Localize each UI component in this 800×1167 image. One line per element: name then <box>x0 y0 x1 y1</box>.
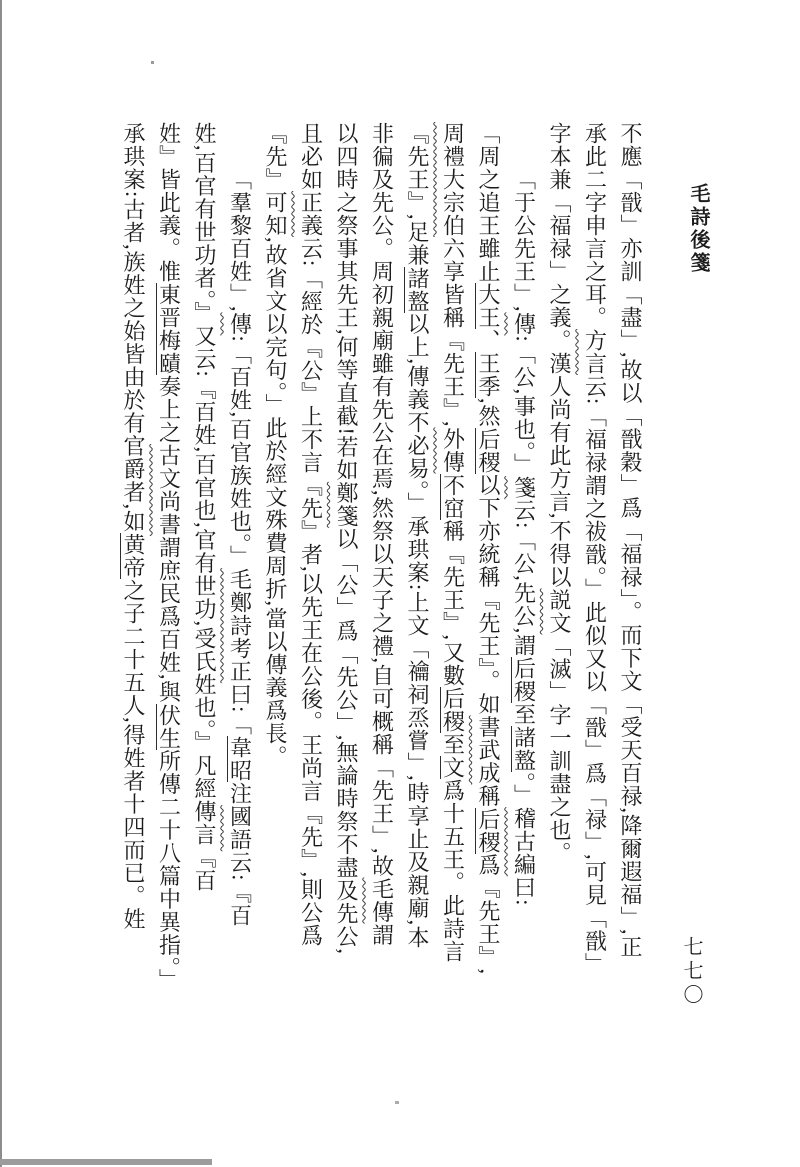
text-run: 注 <box>227 782 253 806</box>
proper-name-emphasis: 大王 <box>476 283 501 329</box>
text-run: ,然 <box>476 398 501 428</box>
text-run: 『先』可知,故省文以完句。」此於經文殊費周折,當以傳義爲長。 <box>263 122 288 768</box>
text-run: 且必如 <box>298 122 324 191</box>
proper-name-emphasis: 后稷 <box>476 807 501 854</box>
book-title-emphasis: 稽古編 <box>511 807 537 877</box>
text-column-14 <box>151 122 187 992</box>
text-run: 云:「經於『公』上不言『先』者,以先王在公後。王尚言『先』,則公爲 <box>298 237 324 948</box>
text-run: 承此二字申言之耳。 <box>582 122 608 329</box>
text-column-12 <box>222 122 258 927</box>
text-run: 謂 <box>369 923 395 947</box>
text-run: 爲『先王』, <box>476 853 501 975</box>
text-run: 曰:「 <box>227 683 253 737</box>
book-title-emphasis: 周禮大宗伯 <box>440 122 466 237</box>
proper-name-emphasis: 不窋 <box>440 473 466 520</box>
text-run: 之子二十五人,得姓者十四而已。姓 <box>121 579 146 931</box>
proper-name-emphasis: 文 <box>440 756 466 779</box>
text-run: :「公,事也。」 <box>511 335 537 477</box>
text-column-15 <box>115 122 151 931</box>
book-title-emphasis: 傳 <box>227 312 253 336</box>
text-run: 六享皆稱『先王』, <box>440 237 466 428</box>
text-run: 所傳二十八篇中異指。」 <box>156 749 182 992</box>
book-title-emphasis: 箋 <box>511 476 537 500</box>
text-run: 。」 <box>511 772 537 808</box>
text-run: :「百姓,百官族姓也。」 <box>227 335 253 569</box>
proper-name-emphasis: 王季 <box>476 352 501 398</box>
proper-name-emphasis: 伏生 <box>156 703 182 750</box>
text-run: 稱 <box>476 784 501 808</box>
page-number: 七七〇 <box>680 936 702 1008</box>
text-run: 至 <box>511 703 537 727</box>
text-column-10 <box>293 122 329 947</box>
book-title-emphasis: 外傳 <box>440 427 466 474</box>
text-column-5 <box>470 122 506 975</box>
text-column-11 <box>257 122 293 768</box>
text-run: 「羣黎百姓」, <box>227 168 253 313</box>
book-title-emphasis: 方言 <box>582 329 608 375</box>
text-column-13 <box>186 122 222 892</box>
text-run: 承珙案:古者,族姓之始皆由於有官爵者,如 <box>121 122 146 534</box>
text-run: 不應「戩」亦訓「盡」,故以「戩穀」爲「福禄」。而下文「受天百禄,降爾遐福」,正 <box>618 122 643 959</box>
proper-name-emphasis: 諸盩 <box>405 266 430 313</box>
text-run: 姓,百官有世功者。』又云:『百姓,百官也,官有世功,受氏姓也。』凡經傳言『百 <box>192 122 217 893</box>
text-run: 云:「公,先公,謂 <box>511 499 537 658</box>
book-title-emphasis: 國語 <box>227 805 253 852</box>
text-run: 以上,傳義不必易。」承珙案:上文「禴祠烝嘗」,時享止及親廟,本 <box>405 312 430 950</box>
proper-name-emphasis: 諸盩 <box>511 726 537 773</box>
book-title-emphasis: 傳 <box>511 312 537 336</box>
text-column-8 <box>364 122 400 947</box>
proper-name-emphasis: 黄帝 <box>121 533 146 580</box>
book-title-emphasis: 古文尚書 <box>156 444 182 536</box>
book-title: 毛詩後箋 <box>687 183 709 275</box>
text-column-6 <box>435 122 471 963</box>
text-run: 爲十五王。此詩言 <box>440 779 466 963</box>
text-column-4 <box>506 122 542 906</box>
text-run: 至 <box>440 733 466 756</box>
text-run: 云:『百 <box>227 851 253 928</box>
text-run: 『先王』,足兼 <box>405 122 430 267</box>
text-run: 以四時之祭事其先王,何等直截!若如 <box>334 122 359 482</box>
text-run: 姓』皆此義。惟 <box>156 122 182 283</box>
text-column-2 <box>577 122 613 976</box>
proper-name-emphasis: 后稷 <box>476 427 501 474</box>
text-run: 曰: <box>511 876 537 907</box>
text-column-9 <box>328 122 364 955</box>
text-run: 奏上之 <box>156 375 182 444</box>
text-run: 稱『先王』,又數 <box>440 519 466 687</box>
text-run: 字本兼「福禄」之義。漢人尚有此方言,不得以 <box>547 122 572 589</box>
book-title-emphasis: 説文 <box>547 588 572 635</box>
text-run: 以「公」爲「先公」,無論時祭不盡及先公, <box>334 527 359 955</box>
text-run: 謂庶民爲百姓,與 <box>156 536 182 704</box>
text-run: 「于公先王」, <box>511 168 537 313</box>
text-column-1 <box>612 122 648 959</box>
proper-name-emphasis: 東晋梅賾 <box>156 283 182 375</box>
text-run: 非徧及先公。周初親廟雖有先公在焉,然祭以天子之禮,自可概稱「先王」,故 <box>369 122 395 878</box>
book-title-emphasis: 書武成 <box>476 715 501 785</box>
text-run: 、 <box>476 329 501 352</box>
text-run: 以下亦統稱『先王』。如 <box>476 473 501 716</box>
text-column-3 <box>541 122 577 865</box>
proper-name-emphasis: 后稷 <box>440 687 466 733</box>
text-column-7 <box>399 122 435 949</box>
book-title-emphasis: 鄭箋 <box>334 481 359 528</box>
proper-name-emphasis: 后稷 <box>511 657 537 704</box>
proper-name-emphasis: 韋昭 <box>227 736 253 783</box>
text-run: 「周之追王雖止 <box>476 122 501 283</box>
book-title-emphasis: 正義 <box>298 191 324 237</box>
text-run: 「滅」字一訓盡之也。 <box>547 634 572 865</box>
book-title-emphasis: 毛傳 <box>369 877 395 924</box>
book-title-emphasis: 毛鄭詩考正 <box>227 568 253 684</box>
text-run: 云:「福禄謂之祓戩。」此似又以「戩」爲「禄」,可見「戩」 <box>582 375 608 976</box>
